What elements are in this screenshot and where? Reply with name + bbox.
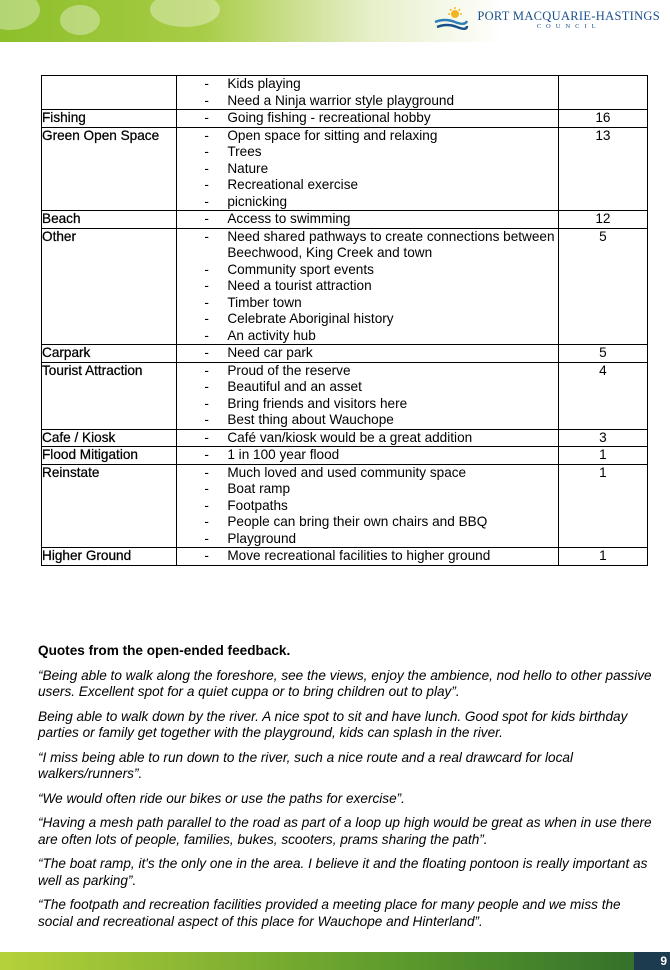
comment-item (177, 110, 557, 127)
comment-text: Celebrate Aboriginal history (227, 311, 394, 326)
comment-text: Bring friends and visitors here (227, 395, 408, 411)
comment-text: Best thing about Wauchope (227, 412, 394, 427)
dash-bullet: - (204, 514, 209, 529)
comments-cell (177, 228, 558, 345)
comment-text: Trees (227, 144, 262, 159)
quotes-heading: Quotes from the open-ended feedback. (38, 643, 291, 658)
comment-item (177, 328, 557, 345)
comment-item (177, 161, 557, 178)
quote: Being able to walk down by the river. A nice spot to sit and have lunch. Good spot for kids birthday parties or family get together with the playground, kids can splash in the river. (38, 708, 628, 740)
count-cell (558, 228, 647, 345)
table-row (42, 127, 648, 211)
comments-cell (177, 429, 558, 447)
table-row (42, 362, 648, 429)
dash-bullet: - (204, 110, 209, 125)
count-value: 1 (599, 464, 607, 480)
comment-text: Need shared pathways to create connections between Beechwood, King Creek and town (227, 228, 555, 260)
category-cell (42, 429, 177, 447)
page-number-box (634, 952, 670, 970)
quote: “The footpath and recreation facilities provided a meeting place for many people and we miss the social and recreational aspect of this place for Wauchope and Hinterland”. (38, 897, 621, 929)
dash-bullet: - (204, 160, 209, 176)
footer-bar (0, 952, 670, 970)
decorative-leaf (60, 5, 100, 35)
dash-bullet: - (204, 327, 209, 343)
dash-bullet: - (204, 144, 209, 159)
count-cell (558, 345, 647, 363)
comment-text: Beautiful and an asset (227, 379, 362, 394)
header-banner (0, 0, 670, 42)
count-value: 5 (599, 345, 607, 360)
category-label: Reinstate (42, 464, 100, 480)
comment-item (177, 531, 557, 548)
count-cell (558, 447, 647, 465)
comment-text: An activity hub (227, 327, 316, 343)
dash-bullet: - (204, 548, 209, 563)
council-logo (433, 4, 660, 34)
comment-item (177, 465, 557, 482)
category-label: Green Open Space (42, 127, 160, 143)
comment-item (177, 128, 557, 145)
comments-cell (177, 76, 558, 110)
comment-item (177, 262, 557, 279)
comment-text: Much loved and used community space (227, 464, 467, 480)
count-cell (558, 464, 647, 548)
dash-bullet: - (204, 193, 209, 209)
comments-cell (177, 447, 558, 465)
comment-item (177, 363, 557, 380)
comment-text: picnicking (227, 193, 288, 209)
comment-text: Need car park (227, 345, 313, 360)
comment-text: Boat ramp (227, 481, 291, 496)
table-row (42, 464, 648, 548)
decorative-leaf (150, 0, 220, 27)
comments-cell (177, 345, 558, 363)
table-row (42, 110, 648, 128)
comment-text: Going fishing - recreational hobby (227, 110, 431, 125)
comments-cell (177, 548, 558, 566)
comment-item (177, 311, 557, 328)
comment-text: Nature (227, 160, 269, 176)
decorative-leaf (0, 0, 40, 30)
comments-cell (177, 127, 558, 211)
comment-text: Access to swimming (227, 211, 351, 226)
table-row (42, 228, 648, 345)
quote: “The boat ramp, it's the only one in the area. I believe it and the floating pontoon is really important as well as parking”. (38, 856, 648, 888)
count-cell (558, 127, 647, 211)
dash-bullet: - (204, 278, 209, 293)
dash-bullet: - (204, 464, 209, 480)
category-cell (42, 362, 177, 429)
sun-river-logo-icon (433, 6, 469, 32)
count-value: 1 (599, 548, 607, 563)
comment-item (177, 93, 557, 110)
comment-item (177, 379, 557, 396)
comment-item (177, 177, 557, 194)
dash-bullet: - (204, 447, 209, 462)
dash-bullet: - (204, 345, 209, 360)
category-cell (42, 76, 177, 110)
table-row (42, 447, 648, 465)
dash-bullet: - (204, 481, 209, 496)
comment-item (177, 447, 557, 464)
page-number: 9 (660, 954, 667, 968)
category-cell (42, 127, 177, 211)
category-cell (42, 110, 177, 128)
comment-item (177, 396, 557, 413)
count-value: 4 (599, 362, 607, 378)
comments-cell (177, 110, 558, 128)
comment-item (177, 211, 557, 228)
comments-cell (177, 211, 558, 229)
comments-cell (177, 362, 558, 429)
logo-subtitle: COUNCIL (536, 22, 601, 30)
category-cell (42, 345, 177, 363)
comment-text: Recreational exercise (227, 177, 359, 192)
comment-text: 1 in 100 year flood (227, 447, 340, 462)
dash-bullet: - (204, 228, 209, 244)
comment-item (177, 76, 557, 93)
category-cell (42, 464, 177, 548)
dash-bullet: - (204, 395, 209, 411)
table-row (42, 345, 648, 363)
dash-bullet: - (204, 429, 209, 445)
dash-bullet: - (204, 362, 209, 378)
comment-item (177, 412, 557, 429)
comment-text: Kids playing (227, 76, 301, 91)
dash-bullet: - (204, 261, 209, 277)
count-cell (558, 429, 647, 447)
count-value: 1 (599, 447, 607, 462)
count-value: 3 (599, 429, 607, 445)
dash-bullet: - (204, 127, 209, 143)
dash-bullet: - (204, 92, 209, 108)
comment-text: Playground (227, 530, 297, 546)
count-value: 5 (599, 228, 607, 244)
dash-bullet: - (204, 311, 209, 326)
count-cell (558, 76, 647, 110)
comment-text: Timber town (227, 294, 302, 310)
comment-item (177, 481, 557, 498)
comment-text: Community sport events (227, 261, 374, 277)
category-label: Higher Ground (42, 548, 132, 563)
dash-bullet: - (204, 76, 209, 91)
category-label: Beach (42, 211, 81, 226)
count-cell (558, 211, 647, 229)
dash-bullet: - (204, 177, 209, 192)
dash-bullet: - (204, 530, 209, 546)
comment-text: Need a Ninja warrior style playground (227, 92, 455, 108)
comment-item (177, 514, 557, 531)
dash-bullet: - (204, 379, 209, 394)
comment-text: Footpaths (227, 497, 288, 513)
count-value: 13 (595, 127, 611, 143)
comment-text: Move recreational facilities to higher ground (227, 548, 491, 563)
comment-item (177, 229, 557, 262)
count-cell (558, 548, 647, 566)
category-cell (42, 211, 177, 229)
dash-bullet: - (204, 497, 209, 513)
category-label: Carpark (42, 345, 91, 360)
count-cell (558, 110, 647, 128)
comment-item (177, 345, 557, 362)
logo-wordmark: PORT MACQUARIE-HASTINGS (477, 8, 660, 23)
count-cell (558, 362, 647, 429)
table-row (42, 76, 648, 110)
category-cell (42, 447, 177, 465)
comment-text: Proud of the reserve (227, 362, 351, 378)
comment-item (177, 194, 557, 211)
category-label: Other (42, 228, 76, 244)
comment-text: People can bring their own chairs and BBQ (227, 514, 488, 529)
quotes-section (38, 643, 658, 938)
category-label: Cafe / Kiosk (42, 429, 116, 445)
category-label: Flood Mitigation (42, 447, 138, 462)
dash-bullet: - (204, 211, 209, 226)
category-cell (42, 228, 177, 345)
comment-item (177, 430, 557, 447)
category-label: Tourist Attraction (42, 362, 143, 378)
dash-bullet: - (204, 412, 209, 427)
category-cell (42, 548, 177, 566)
dash-bullet: - (204, 294, 209, 310)
table-row (42, 211, 648, 229)
quote: “Having a mesh path parallel to the road as part of a loop up high would be great as when in use there are often lots of people, families, bukes, scooters, prams sharing the path”. (38, 815, 652, 847)
comment-item (177, 548, 557, 565)
comment-item (177, 295, 557, 312)
table-row (42, 548, 648, 566)
table-row (42, 429, 648, 447)
comment-text: Café van/kiosk would be a great addition (227, 429, 473, 445)
comment-item (177, 498, 557, 515)
category-label: Fishing (42, 110, 86, 125)
count-value: 16 (595, 110, 611, 125)
comments-cell (177, 464, 558, 548)
feedback-table (41, 75, 648, 566)
quote: “Being able to walk along the foreshore, see the views, enjoy the ambience, nod hello to other passive users. Excellent spot for a quiet cuppa or to bring children out to play”. (38, 667, 652, 699)
comment-text: Need a tourist attraction (227, 278, 372, 293)
comment-item (177, 278, 557, 295)
quote: “I miss being able to run down to the river, such a nice route and a real drawcard for local walkers/runners”. (38, 749, 573, 781)
comment-item (177, 144, 557, 161)
count-value: 12 (595, 211, 611, 226)
comment-text: Open space for sitting and relaxing (227, 127, 438, 143)
quote: “We would often ride our bikes or use the paths for exercise”. (38, 790, 405, 806)
